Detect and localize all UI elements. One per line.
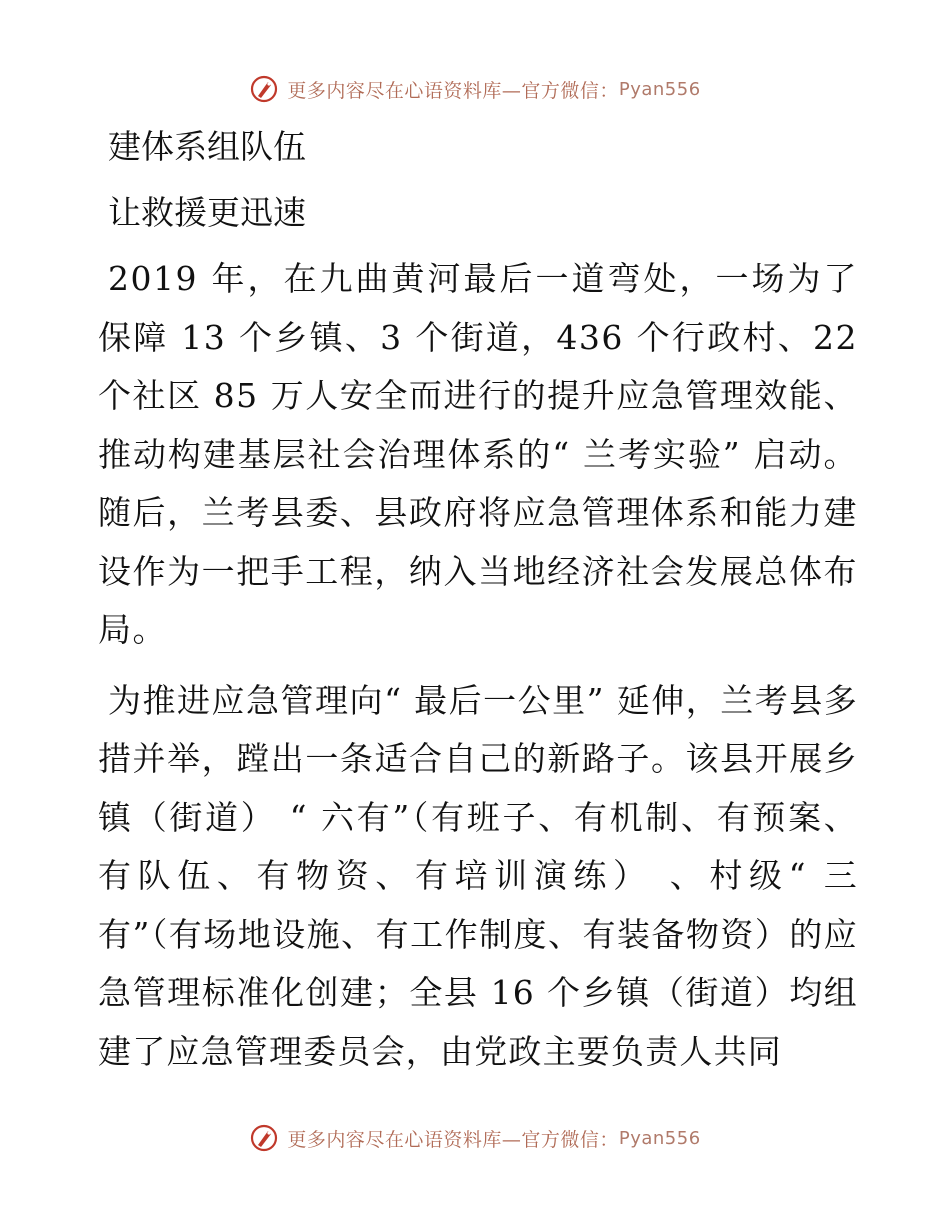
section-heading-1: 建体系组队伍: [108, 127, 306, 166]
footer-watermark: [0, 1123, 950, 1153]
pen-nib-logo-icon: [249, 74, 279, 104]
watermark-handle: Pyan556: [618, 1127, 701, 1149]
document-body: [98, 118, 858, 1093]
watermark-text: 更多内容尽在心语资料库—官方微信：: [287, 1128, 619, 1151]
header-watermark: [0, 74, 950, 104]
paragraph-2: 为推进应急管理向“ 最后一公里” 延伸，兰考县多措并举，蹚出一条适合自己的新路子。该县开展乡镇（街道） “ 六有”（有班子、有机制、有预案、有队伍、有物资、有培训演练） 、村级“ 三有”（有场地设施、有工作制度、有装备物资）的应急管理标准化创建；全县 16 个乡镇（街道）均组建了应急管理委员会，由党政主要负责人共同: [98, 680, 858, 1071]
watermark-handle: Pyan556: [618, 78, 701, 100]
pen-nib-logo-icon: [249, 1123, 279, 1153]
watermark-text: 更多内容尽在心语资料库—官方微信：: [287, 79, 619, 102]
paragraph-1: 2019 年，在九曲黄河最后一道弯处，一场为了保障 13 个乡镇、3 个街道，436 个行政村、22个社区 85 万人安全而进行的提升应急管理效能、推动构建基层社会治理体系的“ 兰考实验” 启动。随后，兰考县委、县政府将应急管理体系和能力建设作为一把手工程，纳入当地经济社会发展总体布局。: [98, 259, 858, 649]
section-heading-2: 让救援更迅速: [108, 193, 306, 232]
